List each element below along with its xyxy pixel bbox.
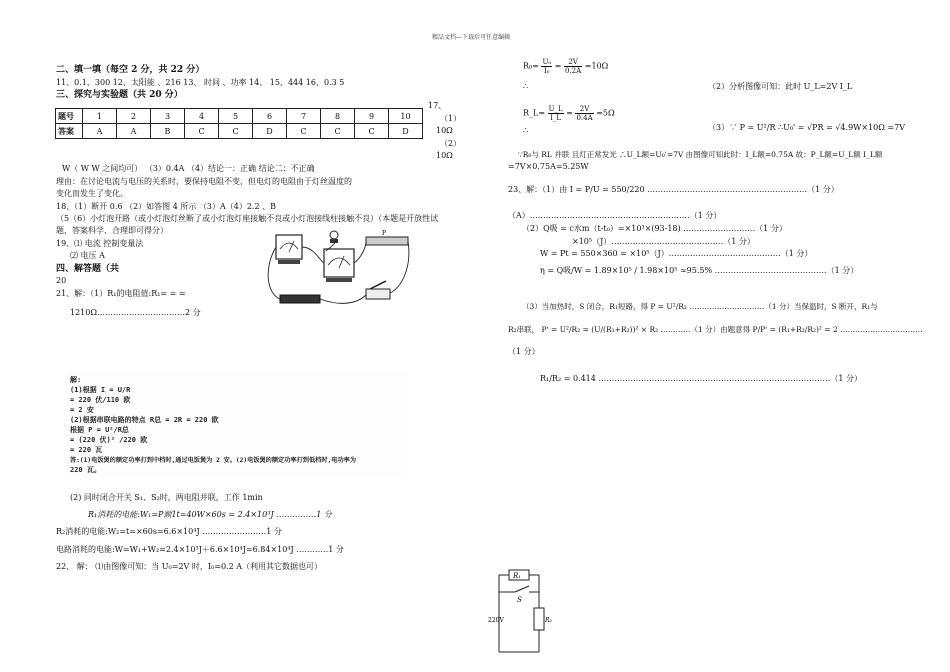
table-cell: 1	[83, 109, 117, 124]
q18-answer: 18、（1）断开 0.6 （2）如答图 4 所示 （3）A（4）2.2 、B	[56, 202, 276, 211]
therefore-symbol: ∴	[523, 126, 529, 135]
circuit-label-s: S	[517, 596, 522, 604]
table-cell: A	[83, 124, 117, 139]
r0-equation: R₀= $\frac{\text{U₀}}{\text{I₀}}$ = $\frac{2V}{0.2A}$ =10Ω	[523, 58, 609, 75]
q21-step1-result: 1210Ω……………………………2 分	[70, 308, 201, 317]
section-4-score: 20	[56, 276, 67, 285]
q17-part2: （2）	[440, 139, 462, 148]
q22-part3: （3）∵ P = U²/R ∴U₀' = √PR = √4.9W×10Ω =7V	[708, 123, 906, 132]
circuit-label-r2: R₂	[545, 617, 552, 624]
q18-part5: （5（6）小灯泡开路（或小灯泡灯丝断了或小灯泡灯座接触不良或小灯泡接线柱接触不良）（本题是开放性试	[56, 214, 439, 223]
fill-answers: 11、0.1、300 12、太阳能 、216 13、 时间 、功率 14、 15、444 16、0.3 5	[56, 78, 345, 87]
q22-part2: （2）分析图像可知：此时 U_L=2V I_L	[708, 82, 853, 91]
q23-step1b: （A）……………………………………………………（1 分）	[508, 211, 722, 220]
section-4-title: 四、解答题（共	[56, 264, 120, 274]
scan-line: 220 瓦。	[70, 466, 101, 474]
q21-r1-energy: R₁消耗的电能:W₁=P额1t=40W×60s = 2.4×10³J ……………1 分	[88, 510, 332, 519]
q23-heating: （3）当加热时，S 闭合，R₁短路，得 P = U²/R₂ …………………………（1 分）当保温时，S 断开，R₁与	[522, 302, 878, 311]
q19-part2: ⑵ 电压 A	[70, 251, 105, 260]
table-row-answers	[56, 124, 423, 139]
table-cell: 9	[355, 109, 389, 124]
table-cell: 10	[389, 109, 423, 124]
table-cell: A	[117, 124, 151, 139]
scan-line: 答:(1)电饭煲的额定功率打到中档时,通过电饭煲为 2 安。(2)电饭煲的额定功率打到低档时,电功率为	[70, 457, 357, 464]
answer-table	[55, 108, 423, 139]
q22-power-result: =7V×0.75A=5.25W	[508, 162, 589, 171]
table-header-number: 题号	[56, 109, 83, 124]
q21-part2: (2) 同时闭合开关 S₁、S₂时，两电阻并联，工作 1min	[70, 493, 263, 502]
experiment-apparatus-figure	[262, 227, 414, 313]
scan-line: 解:	[70, 376, 82, 384]
table-cell: 7	[287, 109, 321, 124]
table-cell: D	[389, 124, 423, 139]
voltmeter-icon	[324, 249, 354, 277]
q21-r2-energy: R₂消耗的电能:W₂=t=×60s=6.6×10⁴J ……………………1 分	[56, 527, 282, 536]
q18-note: 题，答案科学、合理即可得分）	[56, 226, 168, 235]
q17-reason: 理由：在讨论电流与电压的关系时，要保持电阻不变，但电灯的电阻由于灯丝温度的	[56, 177, 352, 186]
page-header: 精品文档---下载后可任意编辑	[432, 34, 511, 41]
q17-answer1: 10Ω	[436, 126, 453, 135]
table-cell: 5	[219, 109, 253, 124]
table-cell: C	[219, 124, 253, 139]
table-cell: D	[253, 124, 287, 139]
q22-step1: 22、 解： ⑴由图像可知：当 U₀=2V 时，I₀=0.2 A（利用其它数据也可）	[56, 562, 322, 571]
q17-label: 17、	[428, 101, 447, 110]
q23-work: W = Pt = 550×360 = ×10⁵（J）……………………………………（1 分）	[540, 249, 813, 258]
switch-icon	[366, 289, 390, 299]
table-cell: C	[185, 124, 219, 139]
q21-total-energy: 电路消耗的电能:W=W₁+W₂=2.4×10³J＋6.6×10⁴J=6.84×10⁴J …………1 分	[56, 545, 344, 554]
q17-answer2: 10Ω	[436, 151, 453, 160]
svg-text:P: P	[382, 230, 387, 237]
table-cell: 6	[253, 109, 287, 124]
table-row-numbers	[56, 109, 423, 124]
scan-line: = 2 安	[70, 406, 94, 414]
q23-step1: 23、解：（1）由 I = P/U = 550/220 ……………………………………………………（1 分）	[508, 185, 839, 194]
q17-reason-cont: 变化而发生了变化。	[56, 189, 128, 198]
section-3-title: 三、探究与实验题（共 20 分）	[56, 90, 183, 100]
q23-heat: （2）Q吸 = c水m（t-t₀）=×10³×(93-18) ………………………（1 分）	[522, 224, 787, 233]
q23-ratio: R₁/R₂ = 0.414 ……………………………………………………………………………（1 分）	[540, 374, 863, 383]
q21-step1: 21、解：（1）R₁的电阻值:R₁= = =	[56, 289, 186, 298]
circuit-label-r1: R₁	[513, 572, 522, 580]
scan-line: = 220 伏/110 欧	[70, 396, 131, 404]
battery-icon	[280, 295, 320, 303]
resistor-r2-icon	[534, 608, 544, 630]
table-cell: C	[355, 124, 389, 139]
rl-equation: R_L= $\frac{U\_L}{I\_L}$ = $\frac{2V}{0.4A}$ =5Ω	[523, 105, 615, 122]
table-cell: C	[287, 124, 321, 139]
q23-score: （1 分）	[508, 347, 540, 356]
q23-efficiency: η = Q吸/W = 1.89×10⁵ / 1.98×10⁵ ≈95.5% ……………………………………（1 分）	[540, 266, 859, 275]
q17-part1: （1）	[440, 114, 462, 123]
switch-s-icon	[515, 586, 529, 592]
therefore-symbol: ∴	[523, 82, 529, 91]
bulb-icon	[330, 231, 338, 239]
rheostat-icon	[366, 237, 408, 245]
scan-line: 根据 P = U²/R总	[70, 426, 129, 434]
scan-line: (2)根据串联电路的特点 R总 = 2R = 220 欧	[70, 416, 219, 424]
table-cell: 8	[321, 109, 355, 124]
q17-continued: W（ W W 之间均可） （3）0.4A （4）结论一：正确 结论二：不正确	[62, 164, 315, 173]
q23-keepwarm: R₂串联， P' = U²/R₂ = (U/(R₁+R₂))² × R₂ …………（1 分）由题意得 P/P' = (R₁+R₂/R₂)² = 2 ……………………………	[508, 325, 923, 334]
scanned-solution-image	[66, 372, 406, 477]
table-cell: 3	[151, 109, 185, 124]
circuit-label-voltage: 220V	[488, 617, 504, 624]
table-header-answer: 答案	[56, 124, 83, 139]
table-cell: B	[151, 124, 185, 139]
scan-line: = (220 伏)² /220 欧	[70, 436, 148, 444]
q19-part1: 19、⑴ 电流 控制变量法	[56, 239, 144, 248]
circuit-diagram	[487, 566, 555, 658]
section-2-title: 二、填一填（每空 2 分，共 22 分）	[56, 65, 205, 75]
table-cell: 2	[117, 109, 151, 124]
scan-line: = 220 瓦	[70, 446, 103, 454]
q23-heat-value: ×10⁵（J）……………………………………（1 分）	[572, 237, 755, 246]
q22-parallel: ∵R₀与 RL 并联 且灯正常发光 ∴U_L额=U₀'=7V 由图像可知此时：I_L额=0.75A 故：P_L额=U_L额 I_L额	[518, 150, 883, 159]
table-cell: C	[321, 124, 355, 139]
scan-line: (1)根据 I = U/R	[70, 386, 131, 394]
table-cell: 4	[185, 109, 219, 124]
ammeter-icon	[276, 235, 302, 259]
